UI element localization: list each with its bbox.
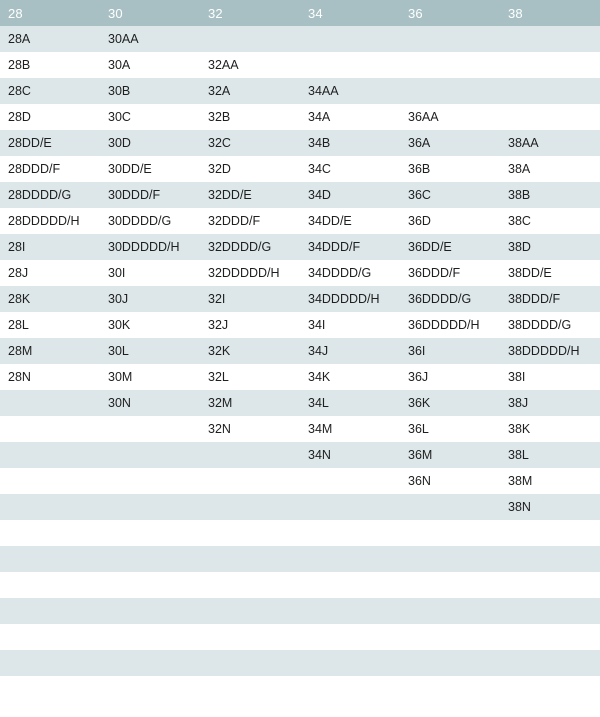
table-cell — [300, 520, 400, 546]
table-cell: 30J — [100, 286, 200, 312]
table-cell: 34DDDD/G — [300, 260, 400, 286]
table-cell — [100, 442, 200, 468]
table-row — [0, 676, 600, 702]
table-cell — [500, 546, 600, 572]
table-cell: 32DDDD/G — [200, 234, 300, 260]
table-cell — [0, 624, 100, 650]
table-cell — [400, 676, 500, 702]
table-cell — [300, 494, 400, 520]
table-cell: 34C — [300, 156, 400, 182]
table-cell: 32DDD/F — [200, 208, 300, 234]
table-cell: 32DD/E — [200, 182, 300, 208]
table-cell: 36J — [400, 364, 500, 390]
table-cell — [100, 650, 200, 676]
table-cell: 28A — [0, 26, 100, 52]
table-row — [0, 468, 600, 494]
table-cell — [500, 650, 600, 676]
table-row — [0, 338, 600, 364]
table-cell — [100, 468, 200, 494]
table-row — [0, 546, 600, 572]
table-cell: 36L — [400, 416, 500, 442]
table-cell: 34DDDDD/H — [300, 286, 400, 312]
table-cell — [500, 598, 600, 624]
table-cell: 34L — [300, 390, 400, 416]
table-cell — [300, 650, 400, 676]
table-cell — [400, 572, 500, 598]
table-cell: 30L — [100, 338, 200, 364]
table-cell — [200, 546, 300, 572]
table-cell: 28J — [0, 260, 100, 286]
table-row — [0, 650, 600, 676]
table-cell: 30I — [100, 260, 200, 286]
table-cell — [500, 624, 600, 650]
table-cell: 34D — [300, 182, 400, 208]
table-cell: 34DD/E — [300, 208, 400, 234]
table-cell: 32A — [200, 78, 300, 104]
table-cell: 38DDDD/G — [500, 312, 600, 338]
table-cell: 34AA — [300, 78, 400, 104]
table-body — [0, 26, 600, 702]
table-cell: 36N — [400, 468, 500, 494]
table-cell — [200, 624, 300, 650]
table-cell: 38AA — [500, 130, 600, 156]
table-cell: 28C — [0, 78, 100, 104]
table-cell: 30AA — [100, 26, 200, 52]
table-cell: 28N — [0, 364, 100, 390]
table-cell — [300, 26, 400, 52]
table-header — [0, 0, 600, 26]
table-cell: 38D — [500, 234, 600, 260]
table-cell: 38J — [500, 390, 600, 416]
table-cell — [200, 598, 300, 624]
table-row — [0, 624, 600, 650]
table-cell — [0, 442, 100, 468]
table-cell: 36D — [400, 208, 500, 234]
table-cell — [400, 598, 500, 624]
table-cell: 34I — [300, 312, 400, 338]
table-cell — [0, 416, 100, 442]
table-cell: 34J — [300, 338, 400, 364]
table-cell: 30DDDDD/H — [100, 234, 200, 260]
table-cell — [100, 572, 200, 598]
table-row — [0, 494, 600, 520]
table-row — [0, 286, 600, 312]
table-cell — [400, 52, 500, 78]
table-cell: 36K — [400, 390, 500, 416]
table-cell — [500, 104, 600, 130]
table-row — [0, 26, 600, 52]
table-cell — [400, 26, 500, 52]
table-cell: 32M — [200, 390, 300, 416]
table-cell: 36DDDDD/H — [400, 312, 500, 338]
table-cell: 36A — [400, 130, 500, 156]
table-cell — [200, 494, 300, 520]
table-cell: 36DDD/F — [400, 260, 500, 286]
table-cell: 32DDDDD/H — [200, 260, 300, 286]
table-cell — [200, 572, 300, 598]
table-cell — [100, 676, 200, 702]
table-row — [0, 260, 600, 286]
table-cell — [200, 676, 300, 702]
table-cell — [400, 494, 500, 520]
table-cell: 28DDDDD/H — [0, 208, 100, 234]
table-cell — [400, 650, 500, 676]
table-cell — [300, 598, 400, 624]
table-cell — [400, 520, 500, 546]
table-cell: 28B — [0, 52, 100, 78]
table-cell: 38DD/E — [500, 260, 600, 286]
table-cell: 34N — [300, 442, 400, 468]
table-cell — [500, 572, 600, 598]
table-cell — [300, 546, 400, 572]
table-cell — [0, 494, 100, 520]
table-cell — [0, 572, 100, 598]
column-header-band-38: 38 — [500, 0, 600, 26]
table-cell — [200, 468, 300, 494]
table-row — [0, 598, 600, 624]
table-cell: 38N — [500, 494, 600, 520]
table-row — [0, 52, 600, 78]
table-row — [0, 364, 600, 390]
table-row — [0, 520, 600, 546]
table-cell: 30B — [100, 78, 200, 104]
table-cell — [0, 650, 100, 676]
table-cell — [300, 624, 400, 650]
table-cell: 32B — [200, 104, 300, 130]
column-header-band-34: 34 — [300, 0, 400, 26]
table-cell — [200, 26, 300, 52]
table-cell: 38B — [500, 182, 600, 208]
table-cell — [400, 78, 500, 104]
table-cell — [100, 546, 200, 572]
table-cell — [100, 598, 200, 624]
table-cell — [100, 416, 200, 442]
table-cell: 34A — [300, 104, 400, 130]
table-cell — [0, 390, 100, 416]
table-cell — [200, 520, 300, 546]
table-cell — [500, 78, 600, 104]
table-cell — [0, 520, 100, 546]
table-cell — [100, 494, 200, 520]
table-row — [0, 156, 600, 182]
table-cell — [500, 52, 600, 78]
table-cell — [0, 468, 100, 494]
table-cell — [500, 520, 600, 546]
table-cell: 38K — [500, 416, 600, 442]
table-cell: 36AA — [400, 104, 500, 130]
table-cell: 36DD/E — [400, 234, 500, 260]
table-cell: 28D — [0, 104, 100, 130]
table-cell: 32C — [200, 130, 300, 156]
table-cell — [300, 676, 400, 702]
table-row — [0, 312, 600, 338]
table-cell: 30A — [100, 52, 200, 78]
table-cell: 38I — [500, 364, 600, 390]
table-row — [0, 78, 600, 104]
table-cell: 30C — [100, 104, 200, 130]
table-cell: 30DD/E — [100, 156, 200, 182]
table-cell — [300, 572, 400, 598]
table-row — [0, 572, 600, 598]
table-cell: 36B — [400, 156, 500, 182]
table-cell: 32I — [200, 286, 300, 312]
table-cell — [0, 676, 100, 702]
table-row — [0, 416, 600, 442]
column-header-band-28: 28 — [0, 0, 100, 26]
column-header-band-36: 36 — [400, 0, 500, 26]
table-cell — [0, 546, 100, 572]
table-cell: 28K — [0, 286, 100, 312]
table-cell — [100, 624, 200, 650]
table-cell: 28DDD/F — [0, 156, 100, 182]
table-cell: 38L — [500, 442, 600, 468]
table-cell: 36DDDD/G — [400, 286, 500, 312]
table-row — [0, 234, 600, 260]
table-cell: 32N — [200, 416, 300, 442]
table-row — [0, 390, 600, 416]
table-cell — [400, 624, 500, 650]
table-row — [0, 442, 600, 468]
table-row — [0, 104, 600, 130]
table-cell: 30M — [100, 364, 200, 390]
table-cell — [300, 468, 400, 494]
table-cell — [500, 676, 600, 702]
table-cell: 30DDD/F — [100, 182, 200, 208]
table-cell — [500, 26, 600, 52]
table-cell: 30DDDD/G — [100, 208, 200, 234]
table-row — [0, 182, 600, 208]
table-cell: 32AA — [200, 52, 300, 78]
table-cell: 34M — [300, 416, 400, 442]
table-row — [0, 130, 600, 156]
column-header-band-32: 32 — [200, 0, 300, 26]
table-cell: 32K — [200, 338, 300, 364]
table-cell: 38M — [500, 468, 600, 494]
column-header-band-30: 30 — [100, 0, 200, 26]
table-cell — [400, 546, 500, 572]
table-cell: 34DDD/F — [300, 234, 400, 260]
table-cell — [100, 520, 200, 546]
table-row — [0, 208, 600, 234]
table-cell: 36C — [400, 182, 500, 208]
table-cell: 38DDDDD/H — [500, 338, 600, 364]
table-cell — [200, 442, 300, 468]
table-cell: 36I — [400, 338, 500, 364]
table-cell — [200, 650, 300, 676]
table-cell: 32D — [200, 156, 300, 182]
table-cell: 28DD/E — [0, 130, 100, 156]
table-cell — [0, 598, 100, 624]
table-cell: 36M — [400, 442, 500, 468]
table-cell: 30N — [100, 390, 200, 416]
table-cell: 34K — [300, 364, 400, 390]
table-cell: 28L — [0, 312, 100, 338]
table-cell: 30D — [100, 130, 200, 156]
table-header-row — [0, 0, 600, 26]
table-cell: 34B — [300, 130, 400, 156]
table-cell: 28DDDD/G — [0, 182, 100, 208]
table-cell — [300, 52, 400, 78]
table-cell: 32L — [200, 364, 300, 390]
table-cell: 28M — [0, 338, 100, 364]
table-cell: 30K — [100, 312, 200, 338]
table-cell: 38C — [500, 208, 600, 234]
table-cell: 38A — [500, 156, 600, 182]
table-cell: 38DDD/F — [500, 286, 600, 312]
table-cell: 28I — [0, 234, 100, 260]
table-cell: 32J — [200, 312, 300, 338]
